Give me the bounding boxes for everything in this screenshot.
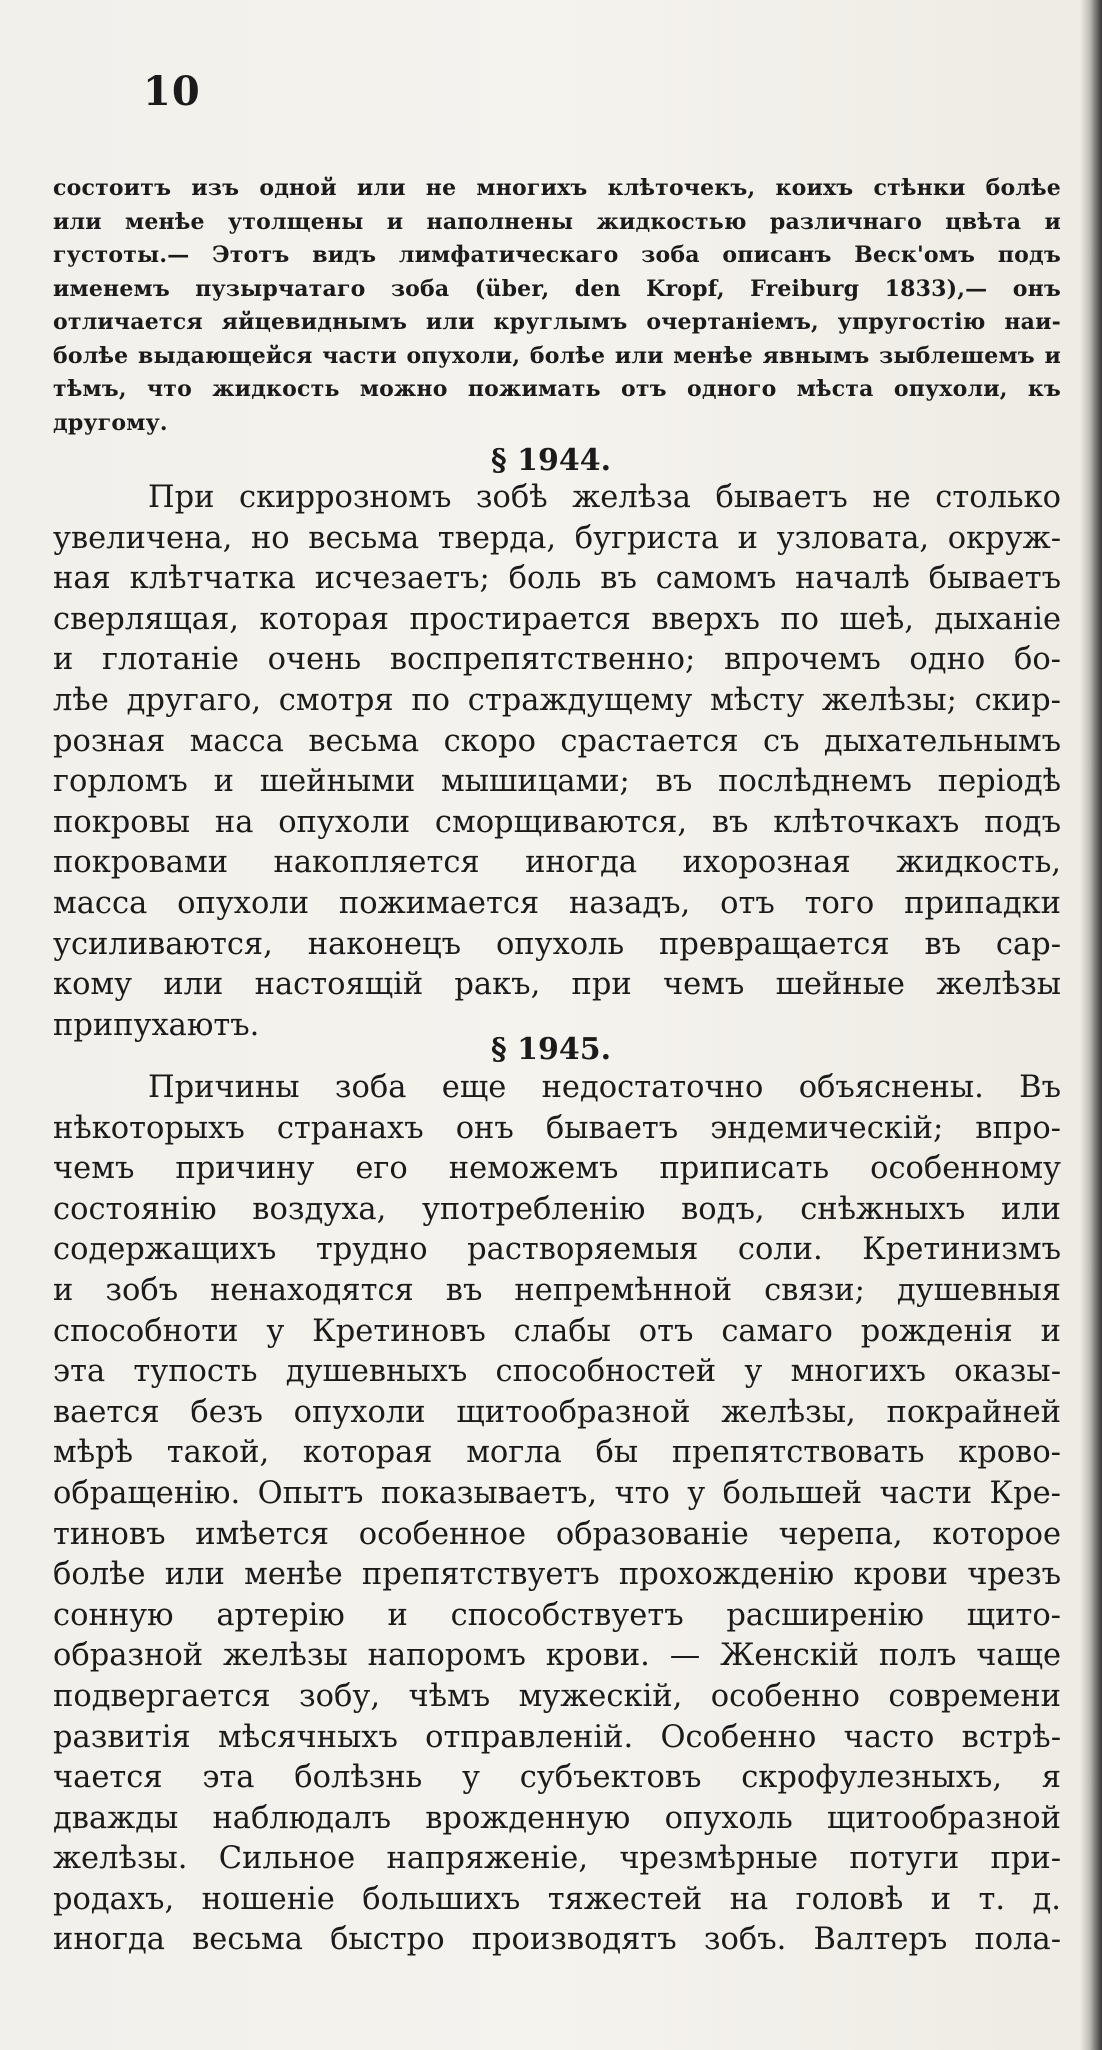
text-line: мѣрѣ такой, которая могла бы препятствовать крово-	[53, 1435, 1061, 1471]
text-line: кому или настоящій ракъ, при чемъ шейные желѣзы	[53, 967, 1061, 1003]
paragraph-1945	[53, 1068, 1061, 1961]
text-line: нѣкоторыхъ странахъ онъ бываетъ эндемическій; впро-	[53, 1110, 1061, 1146]
text-line: сверлящая, которая простирается вверхъ по шеѣ, дыханіе	[53, 601, 1061, 637]
text-line: подвергается зобу, чѣмъ мужескій, особенно современи	[53, 1678, 1061, 1714]
text-line: сонную артерію и способствуетъ расширенію щито-	[53, 1597, 1061, 1633]
text-line: образной желѣзы напоромъ крови. — Женскій полъ чаще	[53, 1638, 1061, 1674]
text-line: покровами накопляется иногда ихорозная жидкость,	[53, 845, 1061, 881]
text-line: способноти у Кретиновъ слабы отъ самаго рожденія и	[53, 1313, 1061, 1349]
text-line: развитія мѣсячныхъ отправленій. Особенно часто встрѣ-	[53, 1719, 1061, 1755]
section-heading-1944: § 1944.	[490, 443, 612, 478]
text-line: усиливаются, наконецъ опухоль превращается въ сар-	[53, 926, 1061, 962]
text-line: болѣе или менѣе препятствуетъ прохожденію крови чрезъ	[53, 1557, 1061, 1593]
text-line: лѣе другаго, смотря по страждущему мѣсту желѣзы; скир-	[53, 682, 1061, 718]
text-line: родахъ, ношеніе большихъ тяжестей на головѣ и т. д.	[53, 1881, 1061, 1917]
text-line: тѣмъ, что жидкость можно пожимать отъ одного мѣста опухоли, къ	[53, 376, 1061, 402]
text-line: Причины зоба еще недостаточно объяснены. Въ	[148, 1070, 1061, 1105]
text-line: густоты.— Этотъ видъ лимфатическаго зоба описанъ Веск'омъ подъ	[53, 242, 1061, 268]
text-line: масса опухоли пожимается назадъ, отъ того припадки	[53, 885, 1061, 921]
book-spine-shadow	[1080, 0, 1102, 2050]
text-line: иногда весьма быстро производятъ зобъ. Валтеръ пола-	[53, 1922, 1061, 1958]
text-line: При скиррозномъ зобѣ желѣза бываетъ не столько	[148, 480, 1061, 515]
text-line: горломъ и шейными мышицами; въ послѣднемъ періодѣ	[53, 764, 1061, 800]
text-line: именемъ пузырчатаго зоба (über, den Kropf, Freiburg 1833),— онъ	[53, 275, 1061, 302]
text-line: состоитъ изъ одной или не многихъ клѣточекъ, коихъ стѣнки болѣе	[53, 175, 1061, 201]
text-line: ная клѣтчатка исчезаетъ; боль въ самомъ началѣ бываетъ	[53, 561, 1061, 597]
text-line: чемъ причину его неможемъ приписать особенному	[53, 1151, 1061, 1187]
section-heading-1945: § 1945.	[490, 1032, 612, 1067]
text-line: содержащихъ трудно растворяемыя соли. Кретинизмъ	[53, 1232, 1061, 1268]
text-line: и зобъ ненаходятся въ непремѣнной связи; душевныя	[53, 1272, 1061, 1308]
text-line: покровы на опухоли сморщиваются, въ клѣточкахъ подъ	[53, 804, 1061, 840]
text-line: эта тупость душевныхъ способностей у многихъ оказы-	[53, 1354, 1061, 1390]
text-line: отличается яйцевиднымъ или круглымъ очертаніемъ, упругостію наи-	[53, 309, 1061, 335]
page-number: 10	[143, 68, 201, 115]
text-line: или менѣе утолщены и наполнены жидкостью различнаго цвѣта и	[53, 208, 1061, 235]
text-line: болѣе выдающейся части опухоли, болѣе или менѣе явнымъ зыблешемъ и	[53, 342, 1061, 369]
text-line: состоянію воздуха, употребленію водъ, снѣжныхъ или	[53, 1191, 1061, 1227]
text-line: другому.	[53, 409, 168, 436]
text-line: обращенію. Опытъ показываетъ, что у большей части Кре-	[53, 1475, 1061, 1511]
text-line: увеличена, но весьма тверда, бугриста и узловата, окруж-	[53, 520, 1061, 556]
text-line: желѣзы. Сильное напряженіе, чрезмѣрные потуги при-	[53, 1841, 1061, 1877]
text-line: чается эта болѣзнь у субъектовъ скрофулезныхъ, я	[53, 1760, 1061, 1796]
text-line: дважды наблюдалъ врожденную опухоль щитообразной	[53, 1800, 1061, 1836]
text-line: тиновъ имѣется особенное образованіе черепа, которое	[53, 1516, 1061, 1552]
paragraph-1944	[53, 478, 1061, 1046]
text-line: розная масса весьма скоро срастается съ дыхательнымъ	[53, 723, 1061, 759]
intro-paragraph	[53, 172, 1061, 440]
text-line: и глотаніе очень воспрепятственно; впрочемъ одно бо-	[53, 642, 1061, 678]
text-line: вается безъ опухоли щитообразной желѣзы, покрайней	[53, 1394, 1061, 1430]
text-line: припухаютъ.	[53, 1007, 260, 1043]
